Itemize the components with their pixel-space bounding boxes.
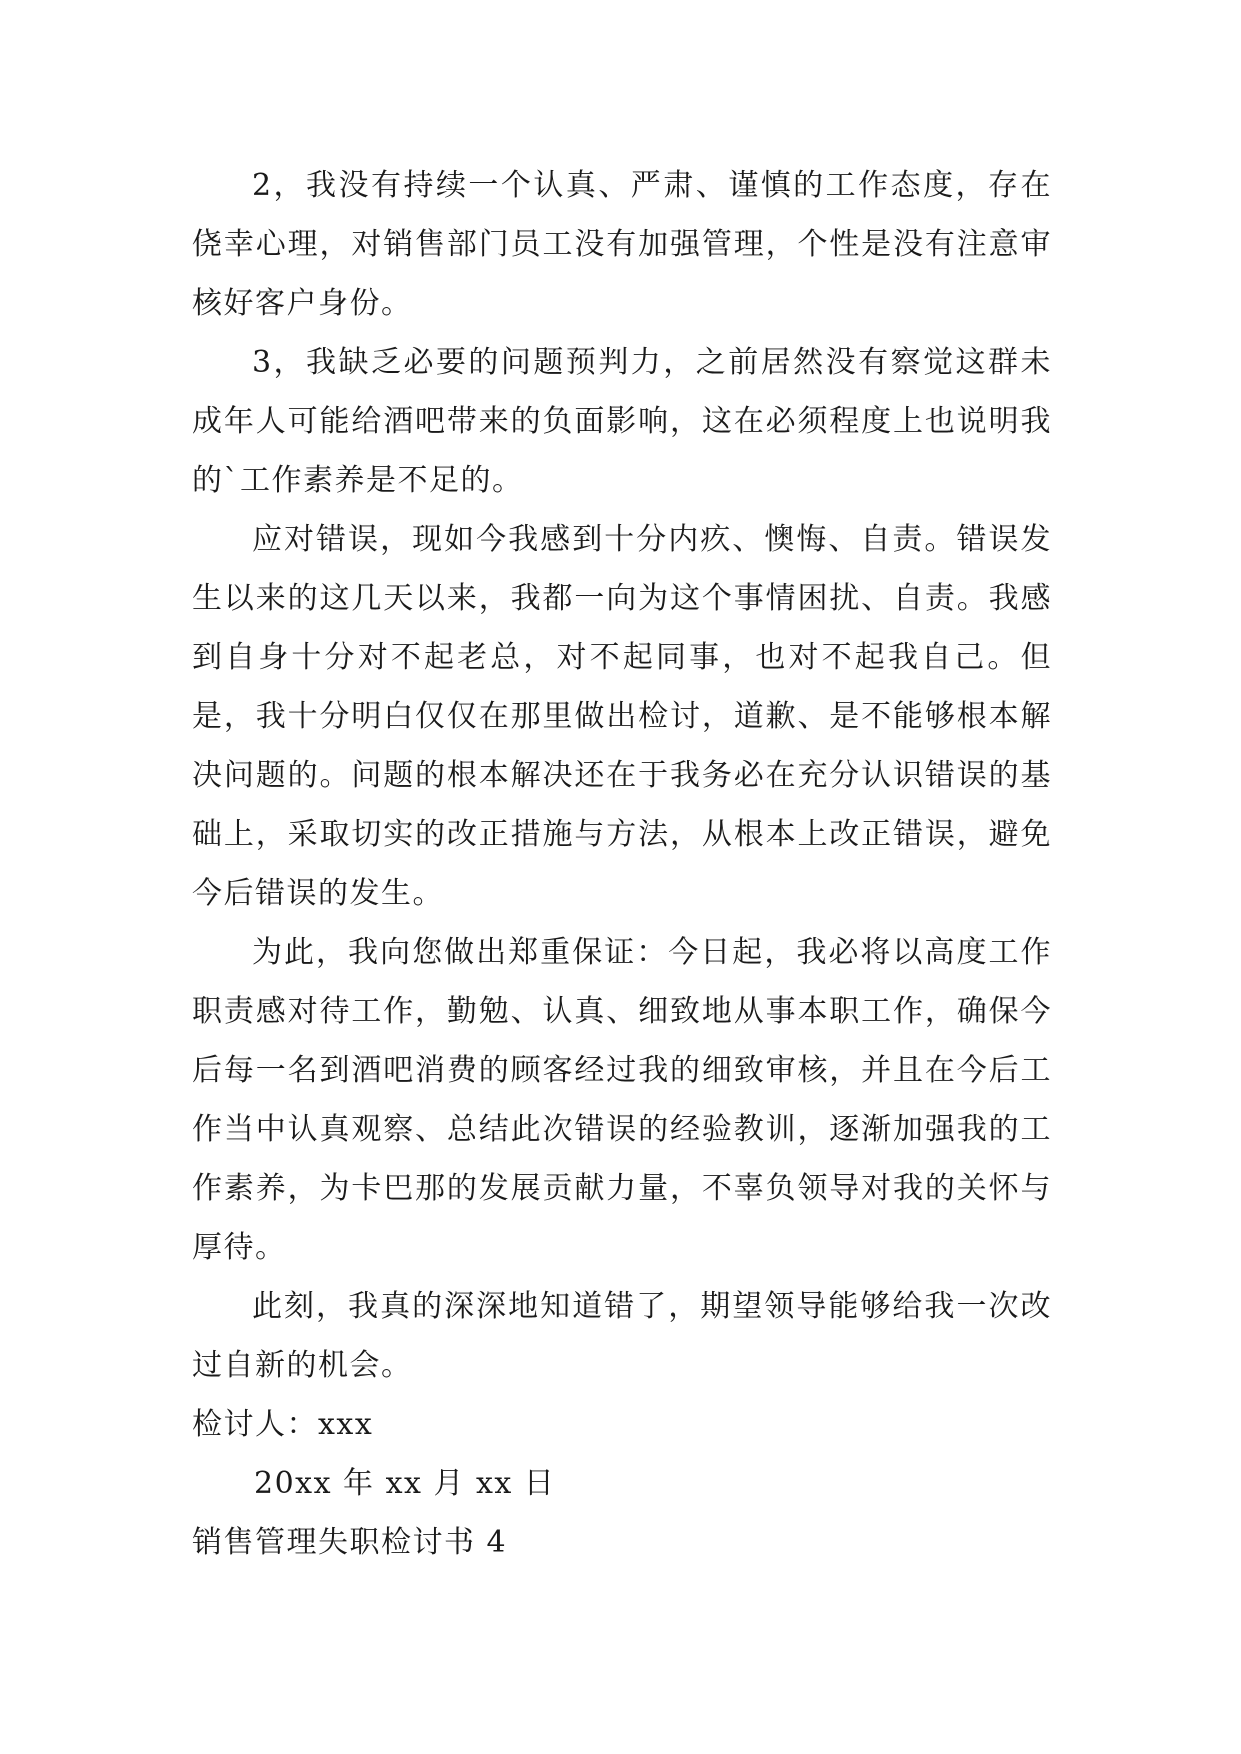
- paragraph-point-3: 3，我缺乏必要的问题预判力，之前居然没有察觉这群未成年人可能给酒吧带来的负面影响，这在必须程度上也说明我的`工作素养是不足的。: [192, 345, 1052, 498]
- next-section-title: 销售管理失职检讨书 4: [192, 1525, 508, 1560]
- date-line: 20xx 年 xx 月 xx 日: [254, 1466, 556, 1501]
- paragraph-point-2: 2，我没有持续一个认真、严肃、谨慎的工作态度，存在侥幸心理，对销售部门员工没有加强管理，个性是没有注意审核好客户身份。: [192, 168, 1052, 321]
- paragraph-guarantee: 为此，我向您做出郑重保证：今日起，我必将以高度工作职责感对待工作，勤勉、认真、细致地从事本职工作，确保今后每一名到酒吧消费的顾客经过我的细致审核，并且在今后工作当中认真观察、总结此次错误的经验教训，逐渐加强我的工作素养，为卡巴那的发展贡献力量，不辜负领导对我的关怀与厚待。: [192, 935, 1052, 1265]
- paragraph-closing: 此刻，我真的深深地知道错了，期望领导能够给我一次改过自新的机会。: [192, 1289, 1052, 1383]
- signature-line: 检讨人：xxx: [192, 1407, 374, 1442]
- document-body: [192, 156, 1052, 1572]
- paragraph-remorse: 应对错误，现如今我感到十分内疚、懊悔、自责。错误发生以来的这几天以来，我都一向为这个事情困扰、自责。我感到自身十分对不起老总，对不起同事，也对不起我自己。但是，我十分明白仅仅在那里做出检讨，道歉、是不能够根本解决问题的。问题的根本解决还在于我务必在充分认识错误的基础上，采取切实的改正措施与方法，从根本上改正错误，避免今后错误的发生。: [192, 522, 1052, 911]
